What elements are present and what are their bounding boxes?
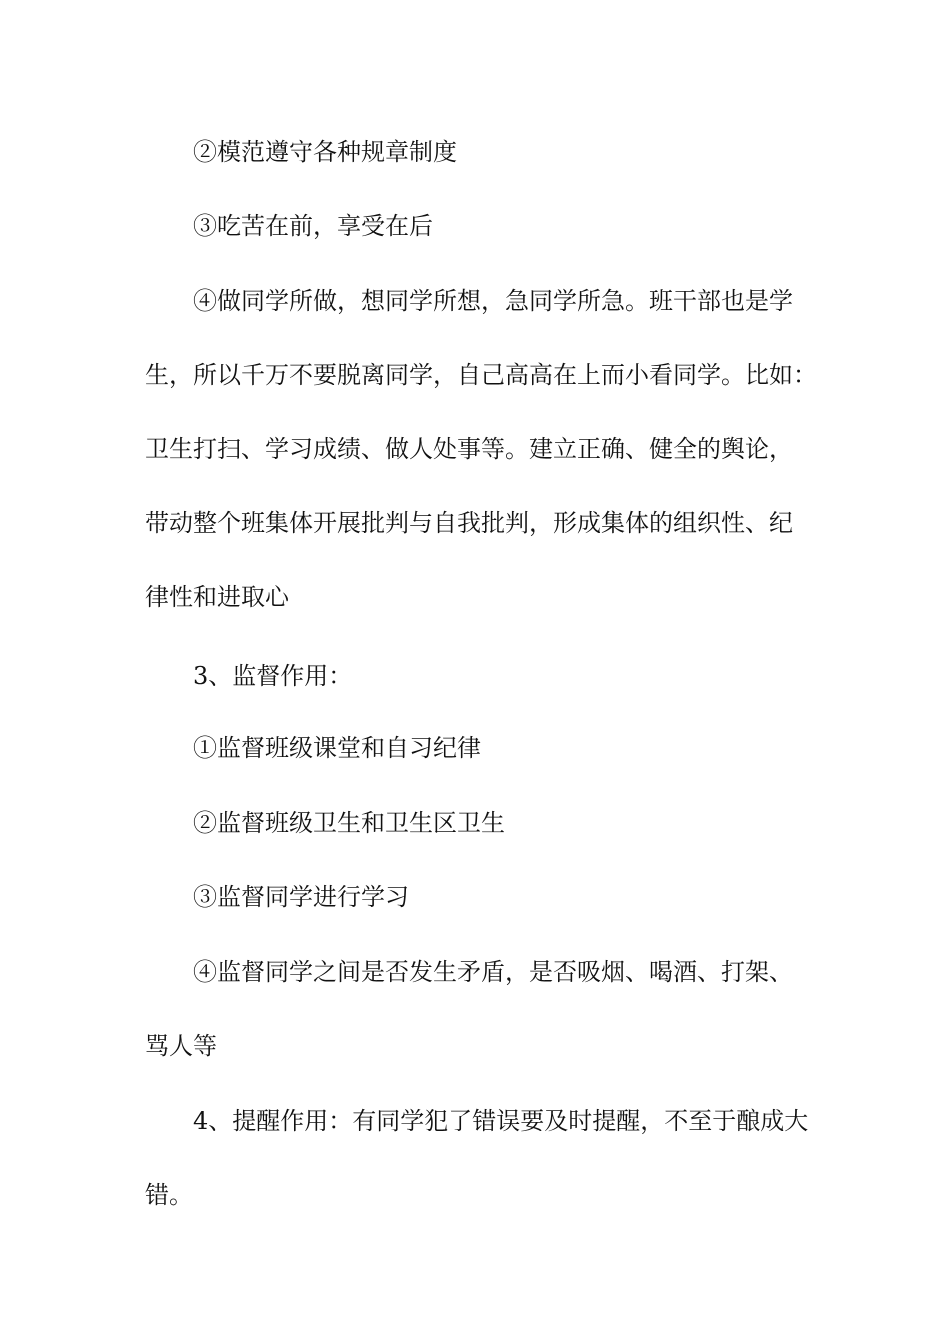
text-line: 律性和进取心 [145,583,289,611]
paragraph-supervision-1 [145,711,810,785]
text-line: 骂人等 [145,1032,217,1060]
text-line: 4、提醒作用：有同学犯了错误要及时提醒，不至于酿成大 [193,1107,809,1135]
text-line: 卫生打扫、学习成绩、做人处事等。建立正确、健全的舆论， [145,435,793,463]
paragraph-supervision-4 [145,935,810,1083]
text-line: ③监督同学进行学习 [193,883,409,911]
paragraph-item-4 [145,264,817,634]
text-line: ①监督班级课堂和自习纪律 [193,734,481,762]
text-line: 错。 [145,1181,193,1209]
paragraph-item-3 [145,189,810,263]
section-heading-supervision [145,639,810,713]
text-line: ③吃苦在前，享受在后 [193,212,433,240]
text-line: 3、监督作用： [193,662,353,690]
text-line: 带动整个班集体开展批判与自我批判，形成集体的组织性、纪 [145,509,793,537]
paragraph-item-2 [145,115,810,189]
text-line: 生，所以千万不要脱离同学，自己高高在上而小看同学。比如： [145,361,817,389]
paragraph-supervision-2 [145,786,810,860]
text-line: ②监督班级卫生和卫生区卫生 [193,809,505,837]
section-heading-reminder [145,1084,810,1232]
text-line: ④监督同学之间是否发生矛盾，是否吸烟、喝酒、打架、 [193,958,793,986]
text-line: ②模范遵守各种规章制度 [193,138,457,166]
paragraph-supervision-3 [145,860,810,934]
text-line: ④做同学所做，想同学所想，急同学所急。班干部也是学 [193,287,793,315]
